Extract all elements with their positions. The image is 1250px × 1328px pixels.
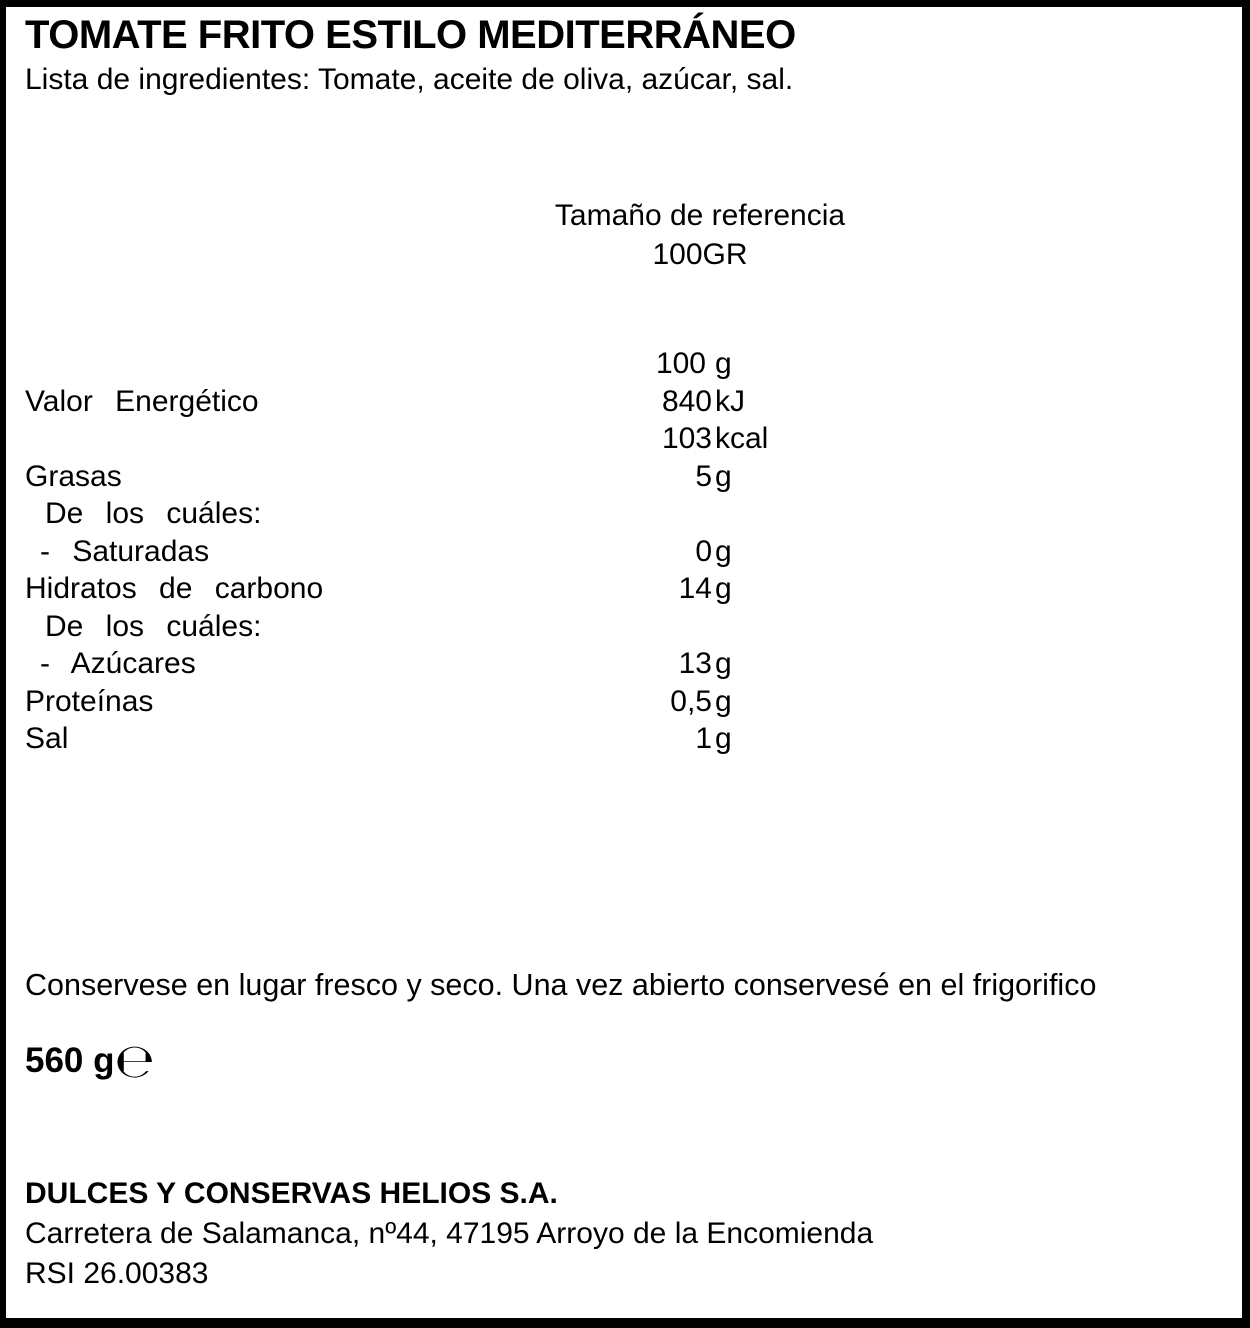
nutrient-unit: g — [715, 572, 732, 605]
nutrient-label: Sal — [25, 722, 69, 755]
nutrition-row — [25, 458, 795, 496]
nutrition-row — [25, 533, 795, 571]
serving-reference-size: 100GR — [652, 238, 748, 271]
nutrient-unit: g — [715, 647, 732, 680]
nutrient-label: Proteínas — [25, 684, 154, 718]
nutrient-value: 5 — [695, 459, 712, 493]
storage-instructions: Conservese en lugar fresco y seco. Una vez abierto conservesé en el frigorifico — [25, 968, 1097, 1002]
nutrient-unit: g — [715, 684, 732, 718]
nutrient-value: 0 — [695, 534, 712, 568]
nutrition-row — [25, 720, 795, 758]
nutrient-unit: g — [715, 347, 732, 380]
manufacturer-block — [25, 1174, 873, 1294]
net-weight — [25, 1034, 155, 1089]
product-title: TOMATE FRITO ESTILO MEDITERRÁNEO — [25, 13, 796, 57]
nutrient-unit: kJ — [715, 384, 745, 418]
nutrition-row — [25, 383, 795, 421]
nutrition-row — [25, 645, 795, 683]
manufacturer-rsi: RSI 26.00383 — [25, 1257, 209, 1290]
nutrient-value: 13 — [678, 647, 712, 680]
nutrition-row — [25, 570, 795, 608]
serving-reference-label: Tamaño de referencia — [554, 199, 846, 232]
manufacturer-name: DULCES Y CONSERVAS HELIOS S.A. — [25, 1177, 558, 1210]
nutrient-unit: g — [715, 534, 732, 568]
nutrition-row — [25, 345, 795, 383]
ingredients-list: Lista de ingredientes: Tomate, aceite de oliva, azúcar, sal. — [25, 63, 794, 96]
estimated-sign-icon: ℮ — [114, 1034, 155, 1089]
manufacturer-address: Carretera de Salamanca, nº44, 47195 Arroyo de la Encomienda — [25, 1217, 874, 1250]
nutrient-value: 103 — [661, 422, 712, 455]
nutrient-value: 100 — [655, 347, 706, 380]
nutrition-table — [25, 345, 795, 758]
nutrient-value: 1 — [695, 722, 712, 755]
nutrition-row — [25, 420, 795, 458]
net-weight-amount: 560 g — [25, 1041, 115, 1080]
nutrient-unit: g — [715, 722, 732, 755]
nutrient-unit: g — [715, 459, 732, 493]
nutrient-label: De los cuáles: — [45, 609, 262, 643]
nutrient-label: - Saturadas — [40, 534, 210, 568]
nutrient-value: 14 — [678, 572, 712, 605]
label-header — [25, 10, 796, 98]
nutrient-value: 0,5 — [670, 684, 712, 718]
nutrient-label: Grasas — [25, 459, 122, 493]
nutrition-row — [25, 495, 795, 533]
nutrient-value: 840 — [661, 384, 712, 418]
nutrient-label: - Azúcares — [40, 647, 196, 680]
nutrition-row — [25, 683, 795, 721]
nutrient-label: Hidratos de carbono — [25, 572, 324, 605]
serving-reference — [450, 196, 950, 274]
nutrient-label: De los cuáles: — [45, 497, 262, 530]
nutrient-unit: kcal — [715, 422, 769, 455]
nutrition-row — [25, 608, 795, 646]
nutrient-label: Valor Energético — [25, 384, 259, 418]
